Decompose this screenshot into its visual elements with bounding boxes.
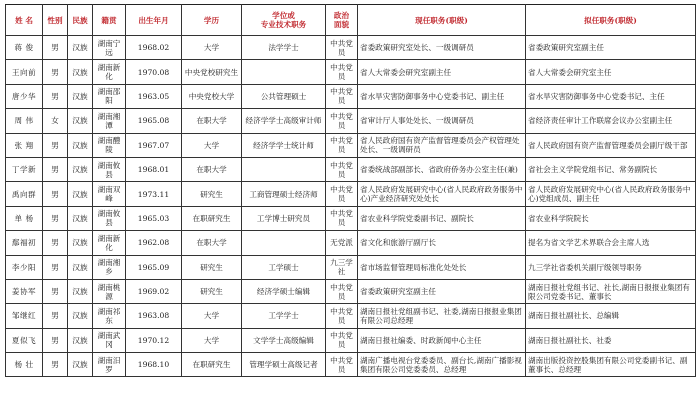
cell-proposed: 省人民政府发展研究中心(省人民政府政务服务中心)党组成员、副主任 (526, 182, 696, 206)
cell-degree: 工商管理硕士经济师 (242, 182, 326, 206)
table-header (6, 5, 696, 36)
cell-proposed: 省人大常委会研究室主任 (526, 60, 696, 84)
cell-education: 在职大学 (182, 157, 242, 181)
cell-ethnicity: 汉族 (68, 133, 93, 157)
cell-degree (242, 157, 326, 181)
header-ethnicity: 民族 (68, 5, 93, 36)
cell-gender: 男 (43, 279, 68, 303)
cell-gender: 男 (43, 133, 68, 157)
table-row (6, 304, 696, 328)
cell-current: 湖南日报社党组副书记、社委,湖南日报报业集团有限公司总经理 (358, 304, 526, 328)
table-row (6, 255, 696, 279)
cell-birth: 1963.08 (126, 304, 182, 328)
cell-proposed: 湖南日报社党组书记、社长,湖南日报报业集团有限公司党委书记、董事长 (526, 279, 696, 303)
cell-degree: 工学学士 (242, 304, 326, 328)
cell-ethnicity: 汉族 (68, 206, 93, 230)
cell-ethnicity: 汉族 (68, 255, 93, 279)
cell-current: 省委政策研究室处长、一级调研员 (358, 36, 526, 60)
cell-education: 大学 (182, 328, 242, 352)
cell-education: 大学 (182, 36, 242, 60)
cell-birth: 1973.11 (126, 182, 182, 206)
cell-degree: 经济学学士高级审计师 (242, 109, 326, 133)
cell-name: 王向前 (6, 60, 43, 84)
cell-birth: 1963.05 (126, 84, 182, 108)
table-row (6, 231, 696, 255)
cell-current: 省农业科学院党委副书记、副院长 (358, 206, 526, 230)
cell-party: 无党派 (326, 231, 358, 255)
cell-current: 省委政策研究室副主任 (358, 279, 526, 303)
cell-current: 湖南日报社编委、时政新闻中心主任 (358, 328, 526, 352)
cell-proposed: 省社会主义学院党组书记、常务副院长 (526, 157, 696, 181)
cell-party: 中共党员 (326, 60, 358, 84)
cell-education: 研究生 (182, 255, 242, 279)
table-row (6, 328, 696, 352)
header-current: 现任职务(职级) (358, 5, 526, 36)
cell-current: 省委统战部副部长、省政府侨务办公室主任(兼) (358, 157, 526, 181)
cell-proposed: 湖南日报社副社长、总编辑 (526, 304, 696, 328)
cell-name: 鄢福初 (6, 231, 43, 255)
cell-education: 研究生 (182, 182, 242, 206)
cell-ethnicity: 汉族 (68, 157, 93, 181)
cell-origin: 湖南祁东 (93, 304, 126, 328)
cell-proposed: 省委政策研究室副主任 (526, 36, 696, 60)
cell-origin: 湖南新化 (93, 60, 126, 84)
cell-ethnicity: 汉族 (68, 60, 93, 84)
cell-birth: 1968.10 (126, 353, 182, 377)
cell-birth: 1962.08 (126, 231, 182, 255)
cell-proposed: 提名为省文学艺术界联合会主席人选 (526, 231, 696, 255)
cell-name: 丁学新 (6, 157, 43, 181)
cell-origin: 湖南攸县 (93, 157, 126, 181)
cell-degree: 公共管理硕士 (242, 84, 326, 108)
cell-proposed: 省农业科学院院长 (526, 206, 696, 230)
cell-party: 中共党员 (326, 84, 358, 108)
cell-proposed: 省人民政府国有资产监督管理委员会副厅级干部 (526, 133, 696, 157)
cell-ethnicity: 汉族 (68, 36, 93, 60)
cell-gender: 男 (43, 353, 68, 377)
cell-degree (242, 231, 326, 255)
cell-party: 中共党员 (326, 304, 358, 328)
header-row (6, 5, 696, 36)
cell-origin: 湖南新化 (93, 231, 126, 255)
cell-gender: 男 (43, 206, 68, 230)
cell-party: 九三学社 (326, 255, 358, 279)
cell-education: 大学 (182, 133, 242, 157)
cell-ethnicity: 汉族 (68, 84, 93, 108)
cell-gender: 男 (43, 231, 68, 255)
cell-name: 张 翔 (6, 133, 43, 157)
cell-proposed: 湖南日报社副社长、社委 (526, 328, 696, 352)
cell-birth: 1965.03 (126, 206, 182, 230)
cell-origin: 湖南湘乡 (93, 255, 126, 279)
cell-education: 在职研究生 (182, 206, 242, 230)
table-body (6, 36, 696, 377)
cell-party: 中共党员 (326, 206, 358, 230)
cell-ethnicity: 汉族 (68, 304, 93, 328)
cell-origin: 湖南湘潭 (93, 109, 126, 133)
cell-party: 中共党员 (326, 182, 358, 206)
cell-ethnicity: 汉族 (68, 328, 93, 352)
cell-education: 在职大学 (182, 109, 242, 133)
cell-education: 大学 (182, 304, 242, 328)
cell-current: 省文化和旅游厅副厅长 (358, 231, 526, 255)
cell-current: 省人民政府国有资产监督管理委员会产权管理处处长、一级调研员 (358, 133, 526, 157)
cell-ethnicity: 汉族 (68, 109, 93, 133)
cell-proposed: 九三学社省委机关副厅级领导职务 (526, 255, 696, 279)
cell-education: 中央党校大学 (182, 84, 242, 108)
header-origin: 籍贯 (93, 5, 126, 36)
cell-party: 中共党员 (326, 109, 358, 133)
cell-party: 中共党员 (326, 353, 358, 377)
cell-name: 禹向群 (6, 182, 43, 206)
cell-birth: 1970.08 (126, 60, 182, 84)
cell-degree: 管理学硕士高级记者 (242, 353, 326, 377)
cell-birth: 1968.01 (126, 157, 182, 181)
cell-name: 蒋 俊 (6, 36, 43, 60)
header-birth: 出生年月 (126, 5, 182, 36)
cell-degree: 经济学学士统计师 (242, 133, 326, 157)
cell-proposed: 省水旱灾害防御事务中心党委书记、主任 (526, 84, 696, 108)
table-row (6, 182, 696, 206)
cell-gender: 女 (43, 109, 68, 133)
table-row (6, 279, 696, 303)
cell-ethnicity: 汉族 (68, 231, 93, 255)
cell-party: 中共党员 (326, 279, 358, 303)
cell-origin: 湖南汨罗 (93, 353, 126, 377)
cell-education: 研究生 (182, 279, 242, 303)
table-row (6, 36, 696, 60)
table-row (6, 60, 696, 84)
cell-origin: 湖南邵阳 (93, 84, 126, 108)
cell-party: 中共党员 (326, 328, 358, 352)
cell-origin: 湖南双峰 (93, 182, 126, 206)
table-row (6, 133, 696, 157)
table-row (6, 157, 696, 181)
cell-party: 中共党员 (326, 133, 358, 157)
cell-education: 中央党校研究生 (182, 60, 242, 84)
cell-gender: 男 (43, 60, 68, 84)
cell-origin: 湖南醴陵 (93, 133, 126, 157)
cell-current: 省人民政府发展研究中心(省人民政府政务服务中心)产业经济研究处处长 (358, 182, 526, 206)
cell-current: 湖南广播电视台党委委员、副台长,湖南广播影视集团有限公司党委委员、总经理 (358, 353, 526, 377)
cell-origin: 湖南宁远 (93, 36, 126, 60)
cell-current: 省人大常委会研究室副主任 (358, 60, 526, 84)
table-row (6, 109, 696, 133)
cell-gender: 男 (43, 328, 68, 352)
table-row (6, 206, 696, 230)
cell-name: 李少阳 (6, 255, 43, 279)
cell-name: 夏似飞 (6, 328, 43, 352)
cell-current: 省市场监督管理局标准化处处长 (358, 255, 526, 279)
header-proposed: 拟任职务(职级) (526, 5, 696, 36)
cell-education: 在职研究生 (182, 353, 242, 377)
header-party: 政治 面貌 (326, 5, 358, 36)
cell-ethnicity: 汉族 (68, 279, 93, 303)
cell-education: 在职大学 (182, 231, 242, 255)
cell-proposed: 省经济责任审计工作联席会议办公室副主任 (526, 109, 696, 133)
cell-ethnicity: 汉族 (68, 182, 93, 206)
cell-name: 邹继红 (6, 304, 43, 328)
cell-origin: 湖南武冈 (93, 328, 126, 352)
header-gender: 性别 (43, 5, 68, 36)
cell-current: 省审计厅人事处处长、一级调研员 (358, 109, 526, 133)
cell-birth: 1969.02 (126, 279, 182, 303)
table-row (6, 84, 696, 108)
cell-birth: 1965.09 (126, 255, 182, 279)
cell-birth: 1968.02 (126, 36, 182, 60)
cell-gender: 男 (43, 255, 68, 279)
cell-gender: 男 (43, 157, 68, 181)
cell-birth: 1967.07 (126, 133, 182, 157)
cell-gender: 男 (43, 36, 68, 60)
cell-gender: 男 (43, 182, 68, 206)
cell-name: 周 伟 (6, 109, 43, 133)
cell-degree: 工学博士研究员 (242, 206, 326, 230)
cell-name: 单 杨 (6, 206, 43, 230)
cell-proposed: 湖南出版投资控股集团有限公司党委副书记、副董事长、总经理 (526, 353, 696, 377)
cell-degree: 工学硕士 (242, 255, 326, 279)
candidate-table (5, 4, 696, 377)
header-education: 学历 (182, 5, 242, 36)
cell-degree (242, 60, 326, 84)
cell-ethnicity: 汉族 (68, 353, 93, 377)
header-name: 姓 名 (6, 5, 43, 36)
cell-birth: 1970.12 (126, 328, 182, 352)
table-row (6, 353, 696, 377)
cell-birth: 1965.08 (126, 109, 182, 133)
cell-degree: 文学学士高级编辑 (242, 328, 326, 352)
header-degree: 学位或 专业技术职务 (242, 5, 326, 36)
cell-current: 省水旱灾害防御事务中心党委书记、副主任 (358, 84, 526, 108)
cell-name: 姜协军 (6, 279, 43, 303)
cell-degree: 经济学硕士编辑 (242, 279, 326, 303)
cell-name: 杨 壮 (6, 353, 43, 377)
cell-party: 中共党员 (326, 157, 358, 181)
cell-origin: 湖南攸县 (93, 206, 126, 230)
cell-gender: 男 (43, 84, 68, 108)
cell-gender: 男 (43, 304, 68, 328)
cell-degree: 法学学士 (242, 36, 326, 60)
cell-origin: 湖南桃源 (93, 279, 126, 303)
cell-party: 中共党员 (326, 36, 358, 60)
cell-name: 唐少华 (6, 84, 43, 108)
